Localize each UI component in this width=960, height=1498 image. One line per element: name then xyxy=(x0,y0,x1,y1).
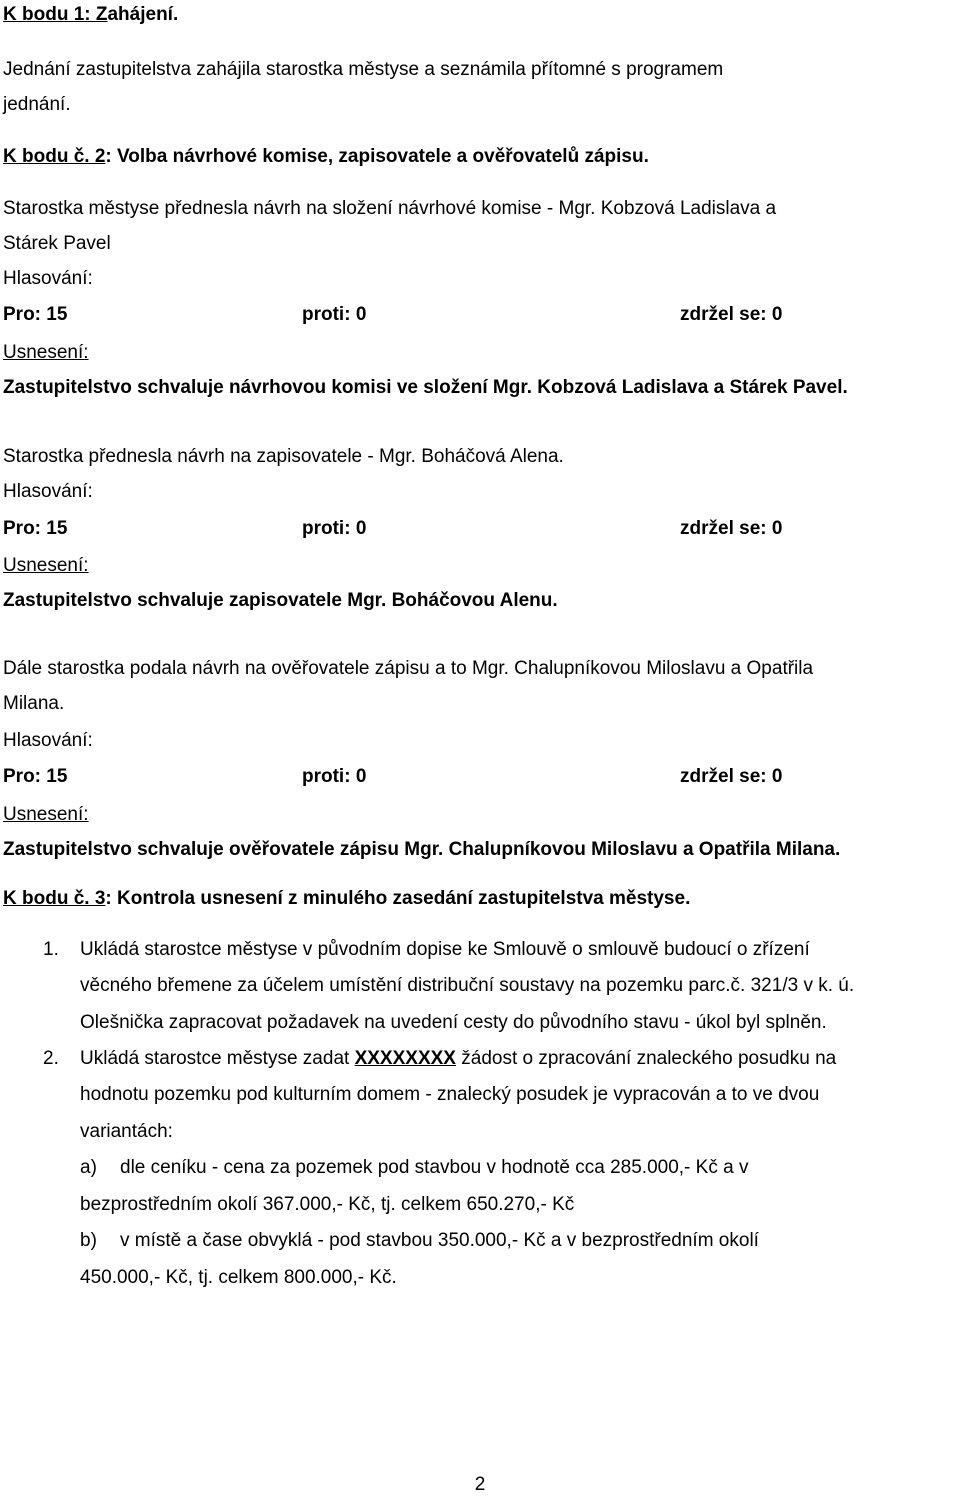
item1-line3: Olešnička zapracovat požadavek na uvedení cesty do původního stavu - úkol byl splněn. xyxy=(80,1012,827,1033)
commission-resolution-label: Usnesení: xyxy=(3,342,89,363)
item2-a-line1: dle ceníku - cena za pozemek pod stavbou v hodnotě cca 285.000,- Kč a v xyxy=(120,1157,749,1178)
recorder-resolution-label: Usnesení: xyxy=(3,555,89,576)
item2-line1-end: žádost o zpracování znaleckého posudku na xyxy=(461,1048,837,1069)
item1-line1: Ukládá starostce městyse v původním dopise ke Smlouvě o smlouvě budoucí o zřízení xyxy=(80,939,810,960)
recorder-resolution: Zastupitelstvo schvaluje zapisovatele Mgr. Boháčovou Alenu. xyxy=(3,590,558,611)
item2-line1-start: Ukládá starostce městyse zadat xyxy=(80,1048,350,1069)
recorder-proposal-line1: Starostka přednesla návrh na zapisovatele - Mgr. Boháčová Alena. xyxy=(3,446,564,467)
item2-a-mark: a) xyxy=(80,1157,97,1178)
section1-text-line1: Jednání zastupitelstva zahájila starostka městyse a seznámila přítomné s programem xyxy=(3,59,724,80)
item2-redacted-name: XXXXXXXX xyxy=(354,1048,456,1069)
commission-resolution: Zastupitelstvo schvaluje návrhovou komisi ve složení Mgr. Kobzová Ladislava a Stárek Pavel. xyxy=(3,377,848,398)
section2-heading-rest: : Volba návrhové komise, zapisovatele a ověřovatelů zápisu. xyxy=(105,146,649,167)
section1-heading-prefix: K bodu 1: Z xyxy=(3,4,108,25)
verifiers-vote-pro: Pro: 15 xyxy=(3,766,68,787)
verifiers-proposal-line2: Milana. xyxy=(3,693,65,714)
commission-vote-proti: proti: 0 xyxy=(302,304,367,325)
item1-number: 1. xyxy=(43,939,59,960)
item2-number: 2. xyxy=(43,1048,59,1069)
verifiers-resolution-label: Usnesení: xyxy=(3,804,89,825)
section1-heading xyxy=(3,2,178,28)
verifiers-proposal-line1: Dále starostka podala návrh na ověřovatele zápisu a to Mgr. Chalupníkovou Miloslavu a Opatřila xyxy=(3,658,814,679)
item2-line2: hodnotu pozemku pod kulturním domem - znalecký posudek je vypracován a to ve dvou xyxy=(80,1084,820,1105)
verifiers-vote-proti: proti: 0 xyxy=(302,766,367,787)
section1-heading-rest: ahájení. xyxy=(107,4,179,25)
section3-heading-prefix: K bodu č. 3 xyxy=(3,888,106,909)
item1-line2: věcného břemene za účelem umístění distribuční soustavy na pozemku parc.č. 321/3 v k. ú. xyxy=(80,975,855,996)
commission-proposal-line1: Starostka městyse přednesla návrh na složení návrhové komise - Mgr. Kobzová Ladislava a xyxy=(3,198,777,219)
item2-b-line2: 450.000,- Kč, tj. celkem 800.000,- Kč. xyxy=(80,1267,397,1288)
recorder-vote-label: Hlasování: xyxy=(3,481,93,502)
section3-heading xyxy=(3,886,690,912)
recorder-vote-pro: Pro: 15 xyxy=(3,518,68,539)
section3-heading-rest: : Kontrola usnesení z minulého zasedání zastupitelstva městyse. xyxy=(105,888,691,909)
commission-vote-zdrzel: zdržel se: 0 xyxy=(680,304,783,325)
verifiers-vote-zdrzel: zdržel se: 0 xyxy=(680,766,783,787)
recorder-vote-proti: proti: 0 xyxy=(302,518,367,539)
section2-heading xyxy=(3,144,649,170)
item2-b-mark: b) xyxy=(80,1230,97,1251)
commission-vote-pro: Pro: 15 xyxy=(3,304,68,325)
item2-a-line2: bezprostředním okolí 367.000,- Kč, tj. celkem 650.270,- Kč xyxy=(80,1194,575,1215)
item2-line1 xyxy=(80,1046,836,1072)
verifiers-resolution: Zastupitelstvo schvaluje ověřovatele zápisu Mgr. Chalupníkovou Miloslavu a Opatřila Milana. xyxy=(3,839,841,860)
verifiers-vote-label: Hlasování: xyxy=(3,730,93,751)
section1-text-line2: jednání. xyxy=(3,94,71,115)
item2-line3: variantách: xyxy=(80,1121,173,1142)
commission-proposal-line2: Stárek Pavel xyxy=(3,233,111,254)
item2-b-line1: v místě a čase obvyklá - pod stavbou 350.000,- Kč a v bezprostředním okolí xyxy=(120,1230,759,1251)
page-number: 2 xyxy=(474,1474,486,1495)
section2-heading-prefix: K bodu č. 2 xyxy=(3,146,106,167)
recorder-vote-zdrzel: zdržel se: 0 xyxy=(680,518,783,539)
commission-vote-label: Hlasování: xyxy=(3,268,93,289)
